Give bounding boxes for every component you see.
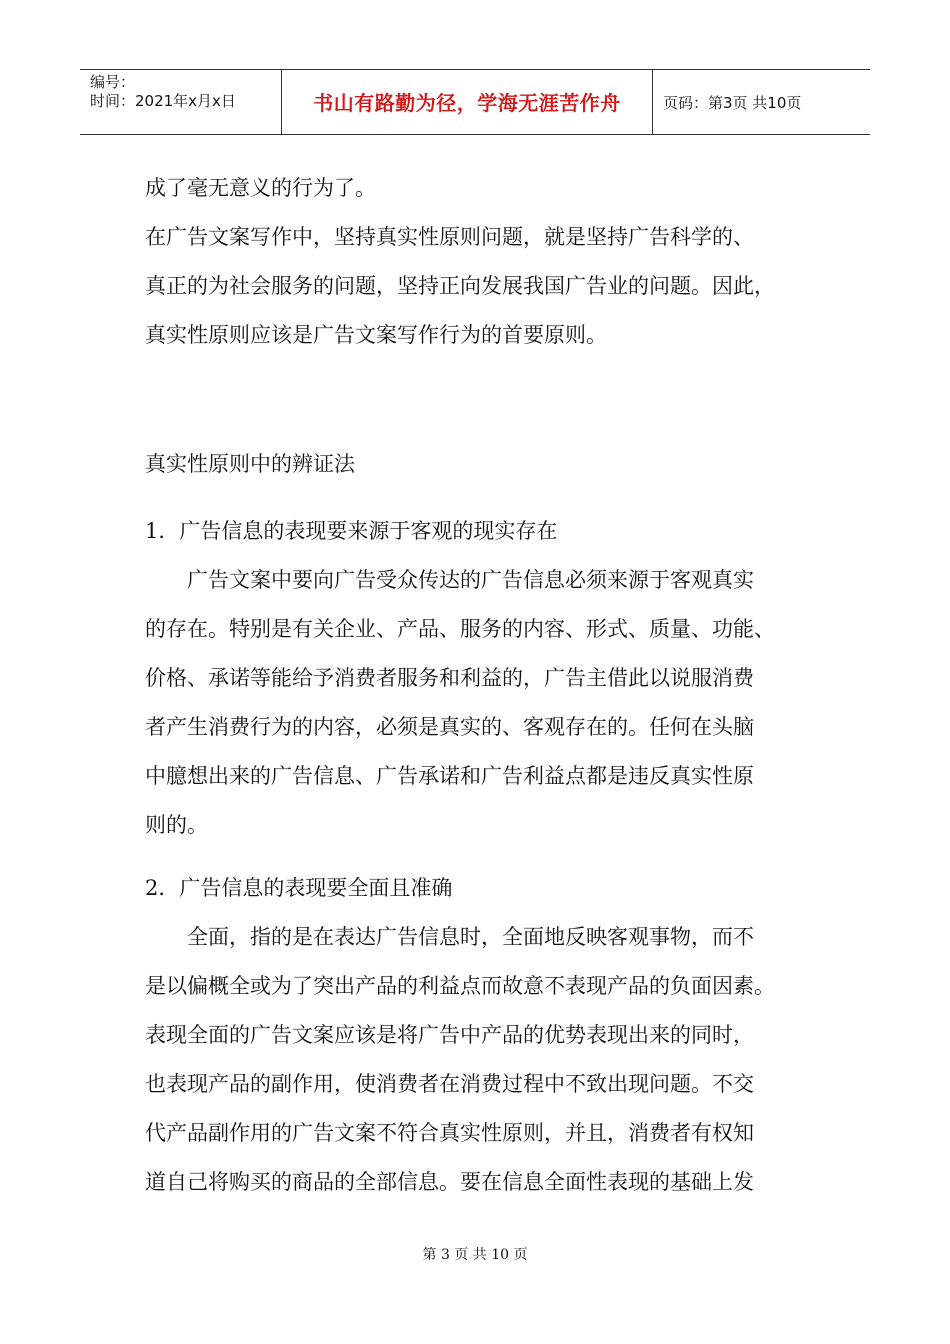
paragraph-line: 成了毫无意义的行为了。 xyxy=(145,176,376,200)
paragraph-line: 者产生消费行为的内容，必须是真实的、客观存在的。任何在头脑 xyxy=(145,715,754,739)
point-2-heading: 2．广告信息的表现要全面且准确 xyxy=(145,876,453,900)
spacer xyxy=(145,489,815,507)
spacer xyxy=(145,850,815,864)
paragraph-line: 的存在。特别是有关企业、产品、服务的内容、形式、质量、功能、 xyxy=(145,617,775,641)
paragraph-line: 真实性原则应该是广告文案写作行为的首要原则。 xyxy=(145,323,607,347)
header-meta xyxy=(80,70,282,134)
document-body xyxy=(145,164,815,1207)
paragraph-line: 全面，指的是在表达广告信息时，全面地反映客观事物，而不 xyxy=(187,925,754,949)
paragraph-line: 中臆想出来的广告信息、广告承诺和广告利益点都是违反真实性原 xyxy=(145,764,754,788)
page-header xyxy=(80,69,870,135)
point-1-heading: 1．广告信息的表现要来源于客观的现实存在 xyxy=(145,519,558,543)
paragraph-line: 价格、承诺等能给予消费者服务和利益的，广告主借此以说服消费 xyxy=(145,666,754,690)
header-motto: 书山有路勤为径，学海无涯苦作舟 xyxy=(282,70,653,134)
header-page-number: 页码：第3页 共10页 xyxy=(663,94,802,112)
document-number-label: 编号： xyxy=(90,73,136,91)
paragraph-line: 道自己将购买的商品的全部信息。要在信息全面性表现的基础上发 xyxy=(145,1170,754,1194)
document-date-label: 时间：2021年x月x日 xyxy=(90,92,236,110)
paragraph-line: 真正的为社会服务的问题，坚持正向发展我国广告业的问题。因此， xyxy=(145,274,775,298)
paragraph-line: 也表现产品的副作用，使消费者在消费过程中不致出现问题。不交 xyxy=(145,1072,754,1096)
section-title: 真实性原则中的辨证法 xyxy=(145,452,355,476)
paragraph-line: 则的。 xyxy=(145,813,208,837)
paragraph-line: 表现全面的广告文案应该是将广告中产品的优势表现出来的同时， xyxy=(145,1023,754,1047)
page-footer: 第 3 页 共 10 页 xyxy=(422,1247,528,1263)
spacer xyxy=(145,360,815,440)
paragraph-line: 广告文案中要向广告受众传达的广告信息必须来源于客观真实 xyxy=(187,568,754,592)
paragraph-line: 代产品副作用的广告文案不符合真实性原则，并且，消费者有权知 xyxy=(145,1121,754,1145)
paragraph-line: 是以偏概全或为了突出产品的利益点而故意不表现产品的负面因素。 xyxy=(145,974,775,998)
paragraph-line: 在广告文案写作中，坚持真实性原则问题，就是坚持广告科学的、 xyxy=(145,225,754,249)
